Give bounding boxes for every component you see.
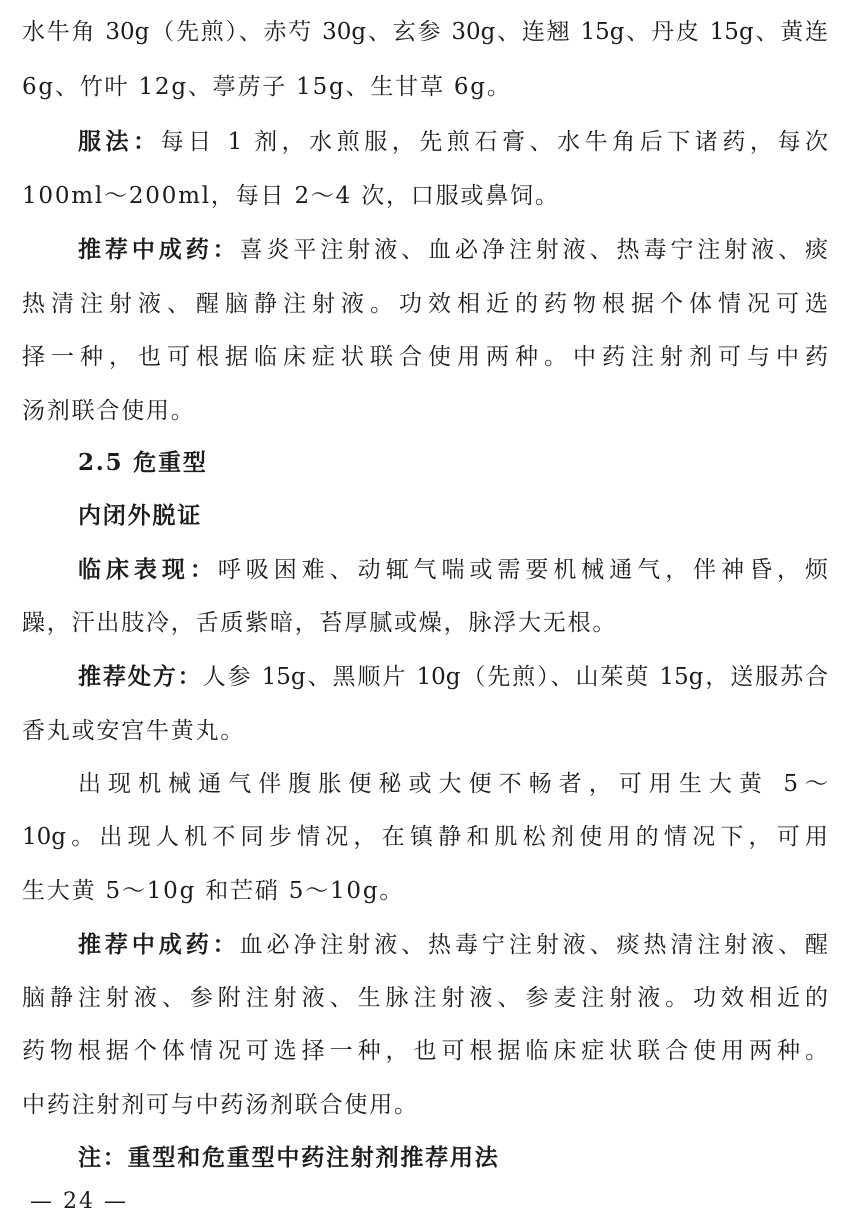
text-line: 100ml～200ml，每日 2～4 次，口服或鼻饲。 bbox=[22, 183, 560, 209]
label-recommended-medicine: 推荐中成药： bbox=[78, 931, 240, 958]
paragraph-clinical-manifestation bbox=[78, 554, 828, 586]
note-heading: 注：重型和危重型中药注射剂推荐用法 bbox=[78, 1144, 500, 1171]
text-line: 躁，汗出肢冷，舌质紫暗，苔厚腻或燥，脉浮大无根。 bbox=[22, 610, 618, 636]
text-line: 10g。出现人机不同步情况，在镇静和肌松剂使用的情况下，可用 bbox=[22, 824, 828, 850]
text-line: 中药注射剂可与中药汤剂联合使用。 bbox=[22, 1092, 419, 1118]
text-line: 生大黄 5～10g 和芒硝 5～10g。 bbox=[22, 878, 405, 904]
clinical-manifestation-text: 呼吸困难、动辄气喘或需要机械通气，伴神昏，烦 bbox=[217, 557, 828, 583]
label-usage: 服法： bbox=[78, 128, 161, 155]
text-line: 汤剂联合使用。 bbox=[22, 398, 196, 424]
prescription-text: 人参 15g、黑顺片 10g（先煎）、山茱萸 15g，送服苏合 bbox=[202, 664, 828, 690]
page-number: — 24 — bbox=[30, 1189, 128, 1214]
text-line: 热清注射液、醒脑静注射液。功效相近的药物根据个体情况可选 bbox=[22, 291, 828, 317]
subsection-heading: 内闭外脱证 bbox=[78, 502, 202, 529]
usage-text: 每日 1 剂，水煎服，先煎石膏、水牛角后下诸药，每次 bbox=[160, 129, 828, 155]
recommended-medicine-text: 喜炎平注射液、血必净注射液、热毒宁注射液、痰 bbox=[239, 237, 828, 263]
paragraph-recommended-medicine bbox=[78, 234, 828, 266]
paragraph-recommended-medicine-critical bbox=[78, 929, 828, 961]
text-line: 水牛角 30g（先煎）、赤芍 30g、玄参 30g、连翘 15g、丹皮 15g、黄连 bbox=[22, 19, 828, 45]
text-line: 药物根据个体情况可选择一种，也可根据临床症状联合使用两种。 bbox=[22, 1038, 828, 1064]
text-line: 脑静注射液、参附注射液、生脉注射液、参麦注射液。功效相近的 bbox=[22, 985, 828, 1011]
recommended-medicine-text: 血必净注射液、热毒宁注射液、痰热清注射液、醒 bbox=[239, 932, 828, 958]
text-line: 香丸或安宫牛黄丸。 bbox=[22, 718, 246, 744]
label-prescription: 推荐处方： bbox=[78, 663, 203, 690]
paragraph-usage bbox=[78, 126, 828, 158]
text-line: 择一种，也可根据临床症状联合使用两种。中药注射剂可与中药 bbox=[22, 344, 828, 370]
text-line: 6g、竹叶 12g、葶苈子 15g、生甘草 6g。 bbox=[22, 74, 512, 100]
label-recommended-medicine: 推荐中成药： bbox=[78, 236, 240, 263]
label-clinical-manifestation: 临床表现： bbox=[78, 556, 218, 583]
section-heading: 2.5 危重型 bbox=[78, 449, 208, 476]
text-line: 出现机械通气伴腹胀便秘或大便不畅者，可用生大黄 5～ bbox=[78, 771, 828, 797]
paragraph-prescription bbox=[78, 661, 828, 693]
